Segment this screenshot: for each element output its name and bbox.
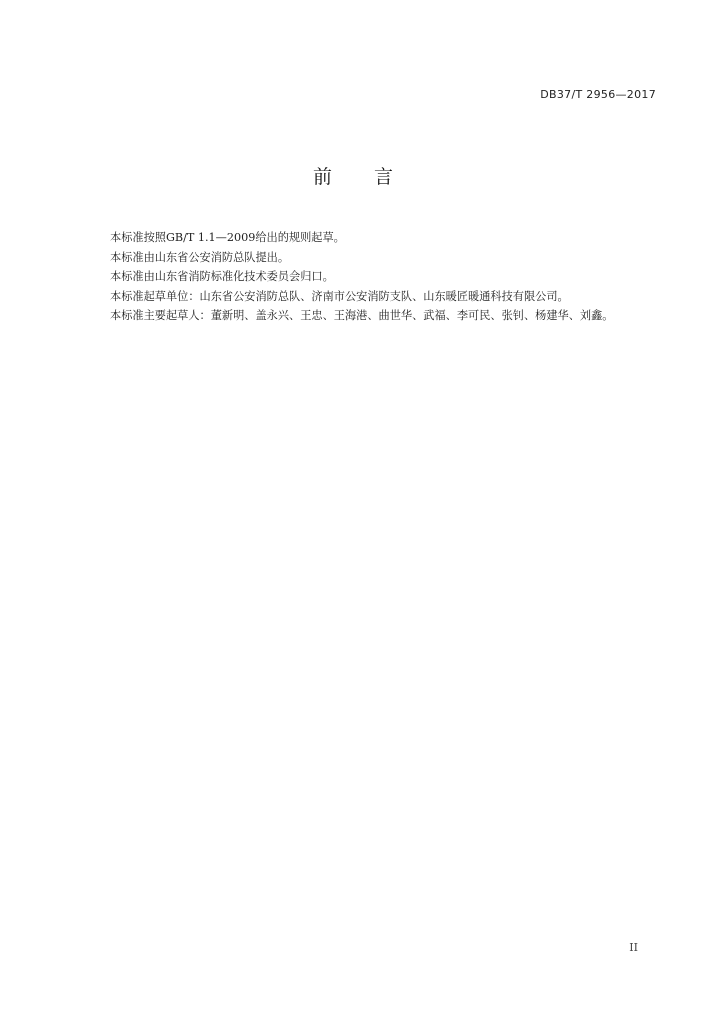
paragraph-drafting-units: 本标准起草单位：山东省公安消防总队、济南市公安消防支队、山东暖匠暖通科技有限公司。 (110, 289, 569, 303)
paragraph-proposer: 本标准由山东省公安消防总队提出。 (110, 250, 290, 264)
document-code: DB37/T 2956—2017 (540, 88, 656, 101)
paragraph-drafting-rules: 本标准按照GB/T 1.1—2009给出的规则起草。 (110, 231, 345, 244)
page-number: II (629, 941, 638, 954)
foreword-body (86, 228, 658, 326)
paragraph-main-drafters: 本标准主要起草人：董新明、盖永兴、王忠、王海港、曲世华、武福、李可民、张钊、杨建华、刘鑫。 (110, 309, 614, 323)
page-title: 前 言 (312, 166, 412, 188)
paragraph-technical-committee: 本标准由山东省消防标准化技术委员会归口。 (110, 270, 334, 284)
